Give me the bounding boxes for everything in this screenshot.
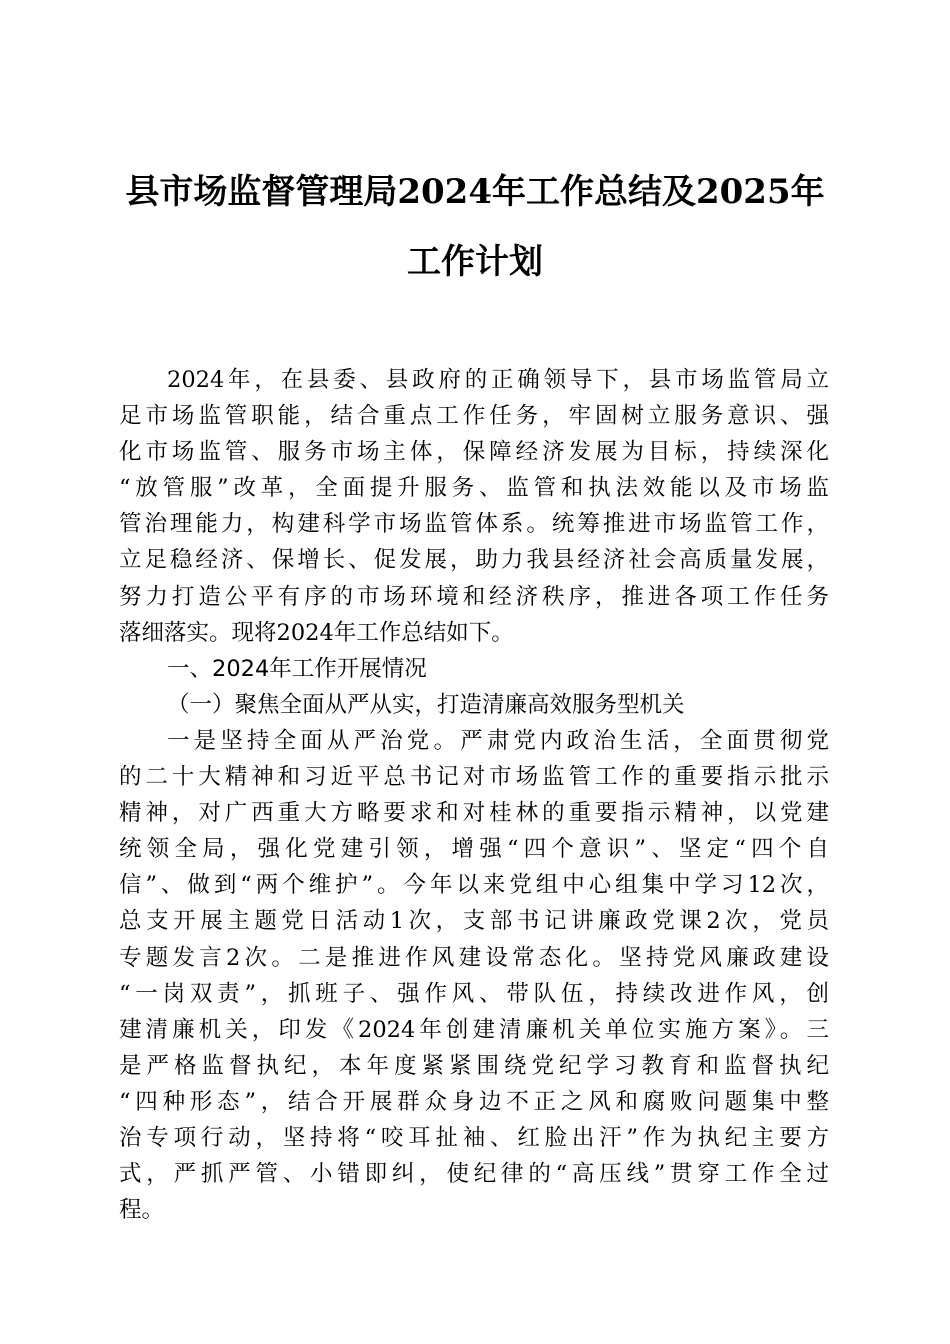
paragraph-line: 精神，对广西重大方略要求和对桂林的重要指示精神，以党建 — [119, 800, 829, 827]
intro-line: 立足稳经济、保增长、促发展，助力我县经济社会高质量发展， — [119, 547, 829, 574]
paragraph-line: 一是坚持全面从严治党。严肃党内政治生活，全面贯彻党 — [167, 727, 829, 754]
paragraph-line: 的二十大精神和习近平总书记对市场监管工作的重要指示批示 — [119, 764, 829, 791]
paragraph-line: “一岗双责”，抓班子、强作风、带队伍，持续改进作风，创 — [119, 980, 829, 1007]
paragraph-line: 专题发言2次。二是推进作风建设常态化。坚持党风廉政建设 — [119, 944, 829, 971]
intro-line: 化市场监管、服务市场主体，保障经济发展为目标，持续深化 — [119, 439, 829, 466]
paragraph-line: 统领全局，强化党建引领，增强“四个意识”、坚定“四个自 — [119, 836, 829, 863]
paragraph-line: 式，严抓严管、小错即纠，使纪律的“高压线”贯穿工作全过 — [119, 1161, 829, 1188]
intro-line: 努力打造公平有序的市场环境和经济秩序，推进各项工作任务 — [119, 583, 829, 610]
paragraph-line: “四种形态”，结合开展群众身边不正之风和腐败问题集中整 — [119, 1088, 829, 1115]
paragraph-line: 程。 — [119, 1197, 165, 1224]
paragraph-line: 建清廉机关，印发《2024年创建清廉机关单位实施方案》。三 — [119, 1016, 829, 1043]
intro-line: 落细落实。现将2024年工作总结如下。 — [119, 619, 514, 646]
intro-line: 足市场监管职能，结合重点工作任务，牢固树立服务意识、强 — [119, 403, 829, 430]
paragraph-line: 治专项行动，坚持将“咬耳扯袖、红脸出汗”作为执纪主要方 — [119, 1124, 829, 1151]
subsection-heading: （一）聚焦全面从严从实，打造清廉高效服务型机关 — [167, 691, 685, 718]
document-title-line-1: 县市场监督管理局2024年工作总结及2025年 — [125, 172, 825, 212]
intro-line: 管治理能力，构建科学市场监管体系。统筹推进市场监管工作， — [119, 511, 829, 538]
document-body — [119, 362, 829, 1228]
paragraph-line: 信”、做到“两个维护”。今年以来党组中心组集中学习12次， — [119, 872, 829, 899]
paragraph-line: 是严格监督执纪，本年度紧紧围绕党纪学习教育和监督执纪 — [119, 1052, 829, 1079]
section-heading: 一、2024年工作开展情况 — [167, 655, 427, 682]
document-title-line-2: 工作计划 — [407, 242, 543, 282]
intro-line: “放管服”改革，全面提升服务、监管和执法效能以及市场监 — [119, 475, 829, 502]
intro-line: 2024年，在县委、县政府的正确领导下，县市场监管局立 — [167, 367, 829, 393]
paragraph-line: 总支开展主题党日活动1次，支部书记讲廉政党课2次，党员 — [119, 908, 829, 935]
